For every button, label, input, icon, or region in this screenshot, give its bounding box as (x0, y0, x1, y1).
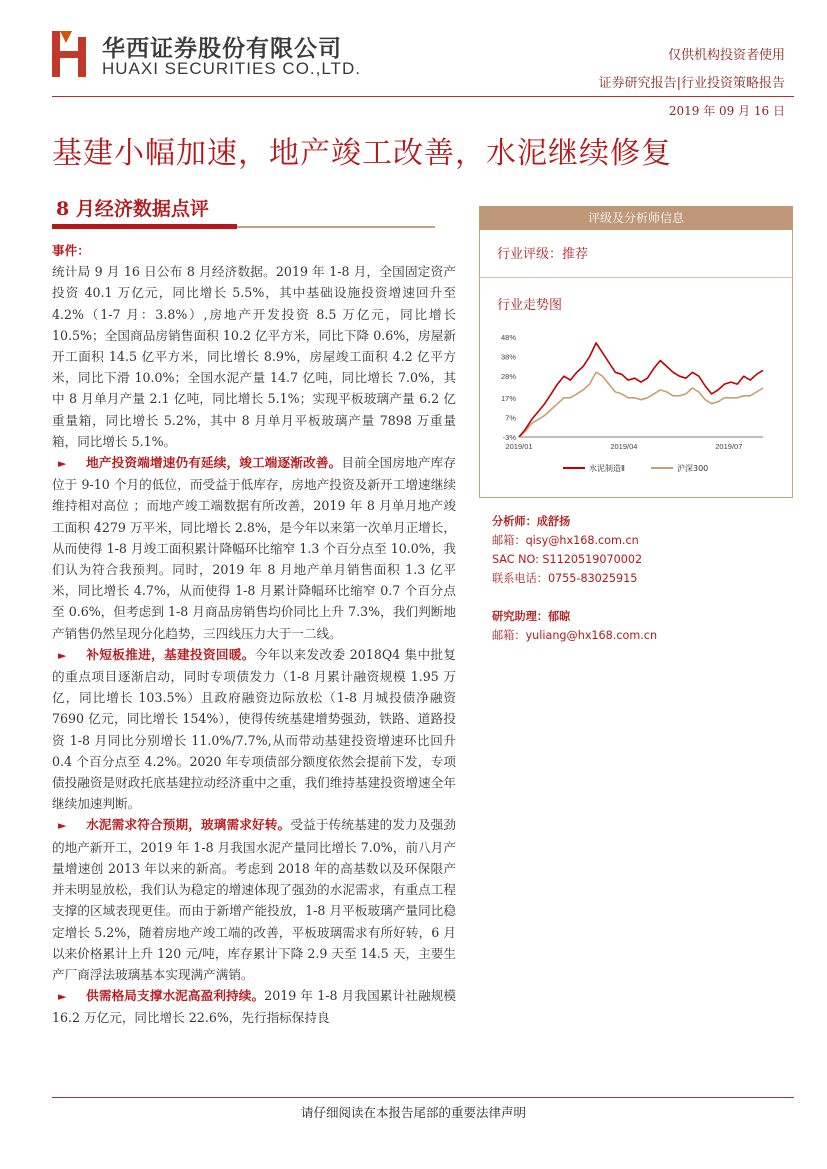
bullet-marker-icon: ► (58, 990, 67, 1004)
event-text: 统计局 9 月 16 日公布 8 月经济数据。2019 年 1-8 月，全国固定资产投资 40.1 万亿元，同比增长 5.5%，其中基础设施投资增速回升至 4.2%（1-7 月：3.8%）,房地产开发投资 8.5 万亿元，同比增长 10.5%；全国商品房销售面积 10.2 亿平方米，同比下降 0.6%，房屋新开工面积 14.5 亿平方米，同比增长 8.9%，房屋竣工面积 4.2 亿平方米，同比下滑 10.0%；全国水泥产量 14.7 亿吨，同比增长 7.0%，其中 8 月单月产量 2.1 亿吨，同比增长 5.1%；实现平板玻璃产量 6.2 亿重量箱，同比增长 5.2%，其中 8 月单月平板玻璃产量 7898 万重量箱，同比增长 5.1%。 (52, 264, 456, 449)
bullet-text: 2019 年 1-8 月我国累计社融规模 16.2 万亿元，同比增长 22.6%，先行指标保持良 (52, 988, 457, 1026)
bullet-item (52, 985, 456, 1028)
x-tick-label: 2019/01 (505, 442, 533, 451)
series-line-cement (519, 343, 763, 437)
panel-divider (479, 277, 793, 278)
industry-rating: 行业评级：推荐 (497, 247, 589, 262)
analyst-phone: 联系电话：0755-83025915 (492, 572, 638, 585)
assistant-email: 邮箱：yuliang@hx168.com.cn (492, 629, 658, 642)
bullet-heading: 水泥需求符合预期，玻璃需求好转。 (86, 817, 291, 833)
bullet-text: 今年以来发改委 2018Q4 集中批复的重点项目逐渐启动，同时专项债发力（1-8 月累计融资规模 1.95 万亿，同比增长 103.5%）且政府融资边际放松（1-8 月城投债净融资 7690 亿元，同比增长 154%），使得传统基建增势强劲，铁路、道路投资 1-8 月同比分别增长 11.0%/7.7%,从而带动基建投资增速环比回升 0.4 个百分点至 4.2%。2020 年专项债部分额度依然会提前下发，专项债投融资是财政托底基建拉动经济重中之重，我们维持基建投资增速全年继续加速判断。 (52, 646, 456, 812)
x-tick-label: 2019/07 (715, 442, 743, 451)
y-tick-label: 7% (505, 413, 516, 423)
header-divider (52, 96, 794, 97)
x-tick-label: 2019/04 (610, 442, 638, 451)
report-type: 证券研究报告|行业投资策略报告 (598, 76, 785, 91)
legend-label: 水泥制造Ⅱ (589, 464, 625, 473)
analyst-sac: SAC NO: S1120519070002 (492, 553, 643, 566)
bullet-marker-icon: ► (58, 648, 67, 662)
report-date: 2019 年 09 月 16 日 (668, 104, 785, 118)
y-tick-label: 48% (500, 333, 516, 342)
bullet-heading: 地产投资端增速仍有延续，竣工端逐渐改善。 (86, 455, 342, 471)
page-subtitle: 8 月经济数据点评 (56, 198, 209, 220)
y-tick-label: 28% (500, 372, 516, 382)
analyst-info (492, 512, 792, 645)
company-name-cn: 华西证券股份有限公司 (102, 36, 342, 62)
industry-trend-chart (493, 325, 789, 485)
bullet-marker-icon: ► (58, 819, 67, 833)
bullet-item (52, 814, 456, 985)
audience-note: 仅供机构投资者使用 (667, 48, 785, 63)
huaxi-logo-icon (52, 31, 92, 77)
bullet-text: 受益于传统基建的发力及强劲的地产新开工，2019 年 1-8 月我国水泥产量同比增长 7.0%，前八月产量增速创 2013 年以来的新高。考虑到 2018 年的高基数以及环保限产并未明显放松，我们认为稳定的增速体现了强劲的水泥需求，有重点工程支撑的区域表现更佳。而由于新增产能投放，1-8 月平板玻璃产量同比稳定增长 5.2%，随着房地产竣工端的改善，平板玻璃需求有所好转，6 月以来价格累计上升 120 元/吨，库存累计下降 2.9 天至 14.5 天，主要生产厂商浮法玻璃基本实现满产满销。 (52, 817, 457, 982)
company-name-en: HUAXI SECURITIES CO.,LTD. (102, 59, 361, 78)
legend-label: 沪深300 (677, 464, 709, 473)
bullet-item (52, 452, 456, 644)
y-tick-label: 17% (500, 393, 516, 403)
analyst-email: 邮箱：qisy@hx168.com.cn (492, 534, 639, 547)
bullet-text: 目前全国房地产库存位于 9-10 个月的低位，而受益于低库存，房地产投资及新开工增速继续维持相对高位 ；而地产竣工端数据有所改善，2019 年 8 月单月地产竣工面积 4279 万平米，同比增长 2.8%，是今年以来第一次单月正增长，从而使得 1-8 月竣工面积累计降幅环比缩窄 1.3 个百分点至 10.0%，我们认为符合我预判。同时，2019 年 8 月地产单月销售面积 1.3 亿平米，同比增长 4.7%，从而使得 1-8 月累计降幅环比缩窄 0.7 个百分点至 0.6%，但考虑到 1-8 月商品房销售均价同比上升 7.3%，我们判断地产销售仍然呈现分化趋势，三四线压力大于一二线。 (52, 455, 457, 641)
trend-chart-label: 行业走势图 (497, 298, 563, 313)
assistant-name: 研究助理：郁晾 (492, 610, 571, 623)
event-label: 事件： (52, 243, 90, 258)
rating-panel-title: 评级及分析师信息 (479, 206, 793, 230)
analyst-name: 分析师：成舒扬 (492, 515, 571, 528)
bullet-item (52, 644, 456, 815)
footer-divider (52, 1097, 794, 1098)
page-title: 基建小幅加速，地产竣工改善，水泥继续修复 (52, 136, 672, 171)
bullet-marker-icon: ► (58, 457, 67, 471)
body-column (52, 240, 456, 1029)
bullet-heading: 补短板推进，基建投资回暖。 (86, 646, 255, 662)
footer-disclaimer: 请仔细阅读在本报告尾部的重要法律声明 (300, 1105, 526, 1120)
y-tick-label: 38% (500, 352, 516, 362)
subtitle-underline-accent (52, 224, 237, 229)
y-tick-label: -3% (502, 433, 516, 442)
bullet-heading: 供需格局支撑水泥高盈利持续。 (86, 988, 265, 1004)
